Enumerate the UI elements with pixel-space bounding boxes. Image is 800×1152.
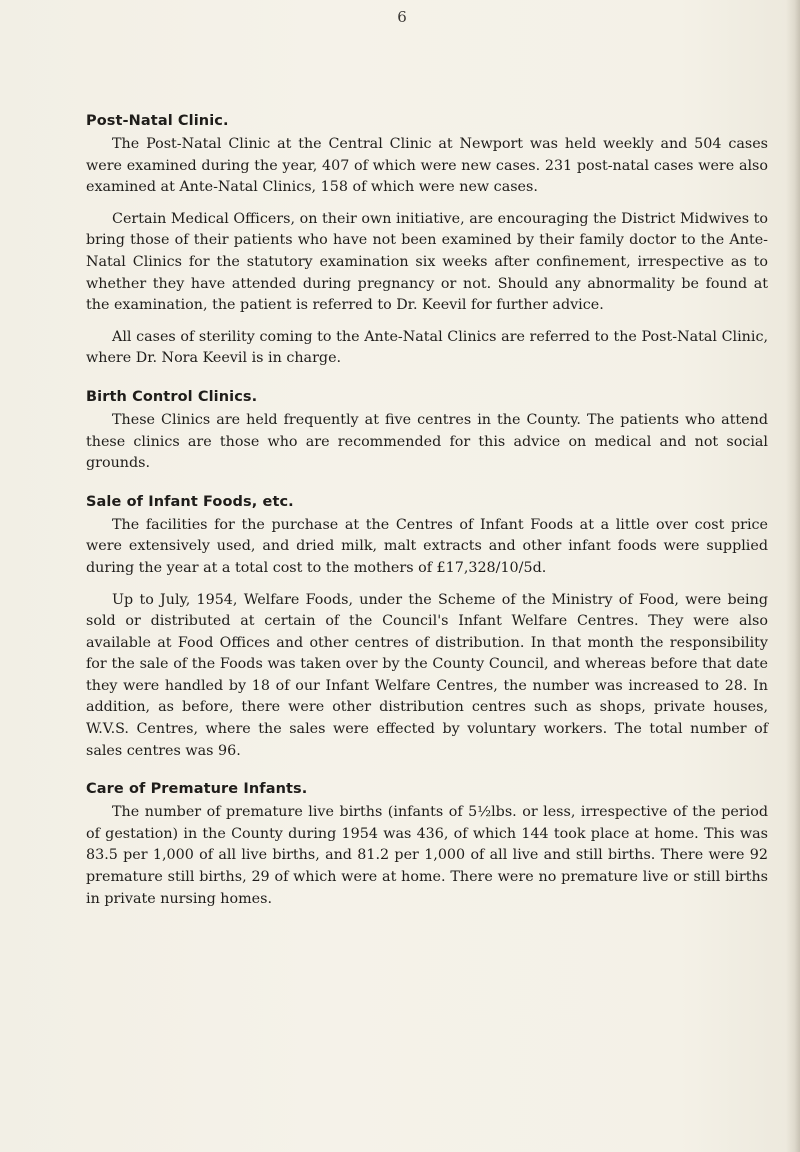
paragraph: These Clinics are held frequently at five centres in the County. The patients who attend these clinics are those who are recommended for this advice on medical and not social grounds. bbox=[86, 411, 768, 472]
page-edge-shadow bbox=[786, 0, 800, 1152]
paragraph: All cases of sterility coming to the Ante-Natal Clinics are referred to the Post-Natal Clinic, where Dr. Nora Keevil is in charge. bbox=[86, 328, 768, 367]
document-body bbox=[86, 112, 768, 910]
section-birth-control-clinics bbox=[86, 388, 768, 475]
section-post-natal-clinic bbox=[86, 112, 768, 370]
paragraph: The Post-Natal Clinic at the Central Clinic at Newport was held weekly and 504 cases were examined during the year, 407 of which were new cases. 231 post-natal cases were also examined at Ante-Natal Clinics, 158 of which were new cases. bbox=[86, 136, 768, 196]
section-heading: Sale of Infant Foods, etc. bbox=[86, 493, 294, 510]
section-heading: Care of Premature Infants. bbox=[86, 781, 308, 798]
paragraph: The number of premature live births (infants of 5½lbs. or less, irrespective of the period of gestation) in the County during 1954 was 436, of which 144 took place at home. This was 83.5 per 1,000 of all live births, and 81.2 per 1,000 of all live and still births. There were 92 premature still births, 29 of which were at home. There were no premature live or still births in private nursing homes. bbox=[86, 804, 768, 907]
section-heading: Birth Control Clinics. bbox=[86, 388, 258, 405]
paragraph: The facilities for the purchase at the Centres of Infant Foods at a little over cost price were extensively used, and dried milk, malt extracts and other infant foods were supplied during the year at a total cost to the mothers of £17,328/10/5d. bbox=[86, 516, 768, 576]
paragraph: Up to July, 1954, Welfare Foods, under the Scheme of the Ministry of Food, were being sold or distributed at certain of the Council's Infant Welfare Centres. They were also available at Food Offices and other centres of distribution. In that month the responsibility for the sale of the Foods was taken over by the County Council, and whereas before that date they were handled by 18 of our Infant Welfare Centres, the number was increased to 28. In addition, as before, there were other distribution centres such as shops, private houses, W.V.S. Centres, where the sales were effected by voluntary workers. The total number of sales centres was 96. bbox=[86, 591, 768, 759]
page-number: 6 bbox=[397, 8, 407, 26]
section-heading: Post-Natal Clinic. bbox=[86, 113, 229, 129]
section-care-of-premature-infants bbox=[86, 780, 768, 910]
paragraph: Certain Medical Officers, on their own initiative, are encouraging the District Midwives to bring those of their patients who have not been examined by their family doctor to the Ante-Natal Clinics for the statutory examination six weeks after confinement, irrespective as to whether they have attended during pregnancy or not. Should any abnormality be found at the examination, the patient is referred to Dr. Keevil for further advice. bbox=[86, 210, 768, 314]
section-sale-of-infant-foods bbox=[86, 493, 768, 763]
